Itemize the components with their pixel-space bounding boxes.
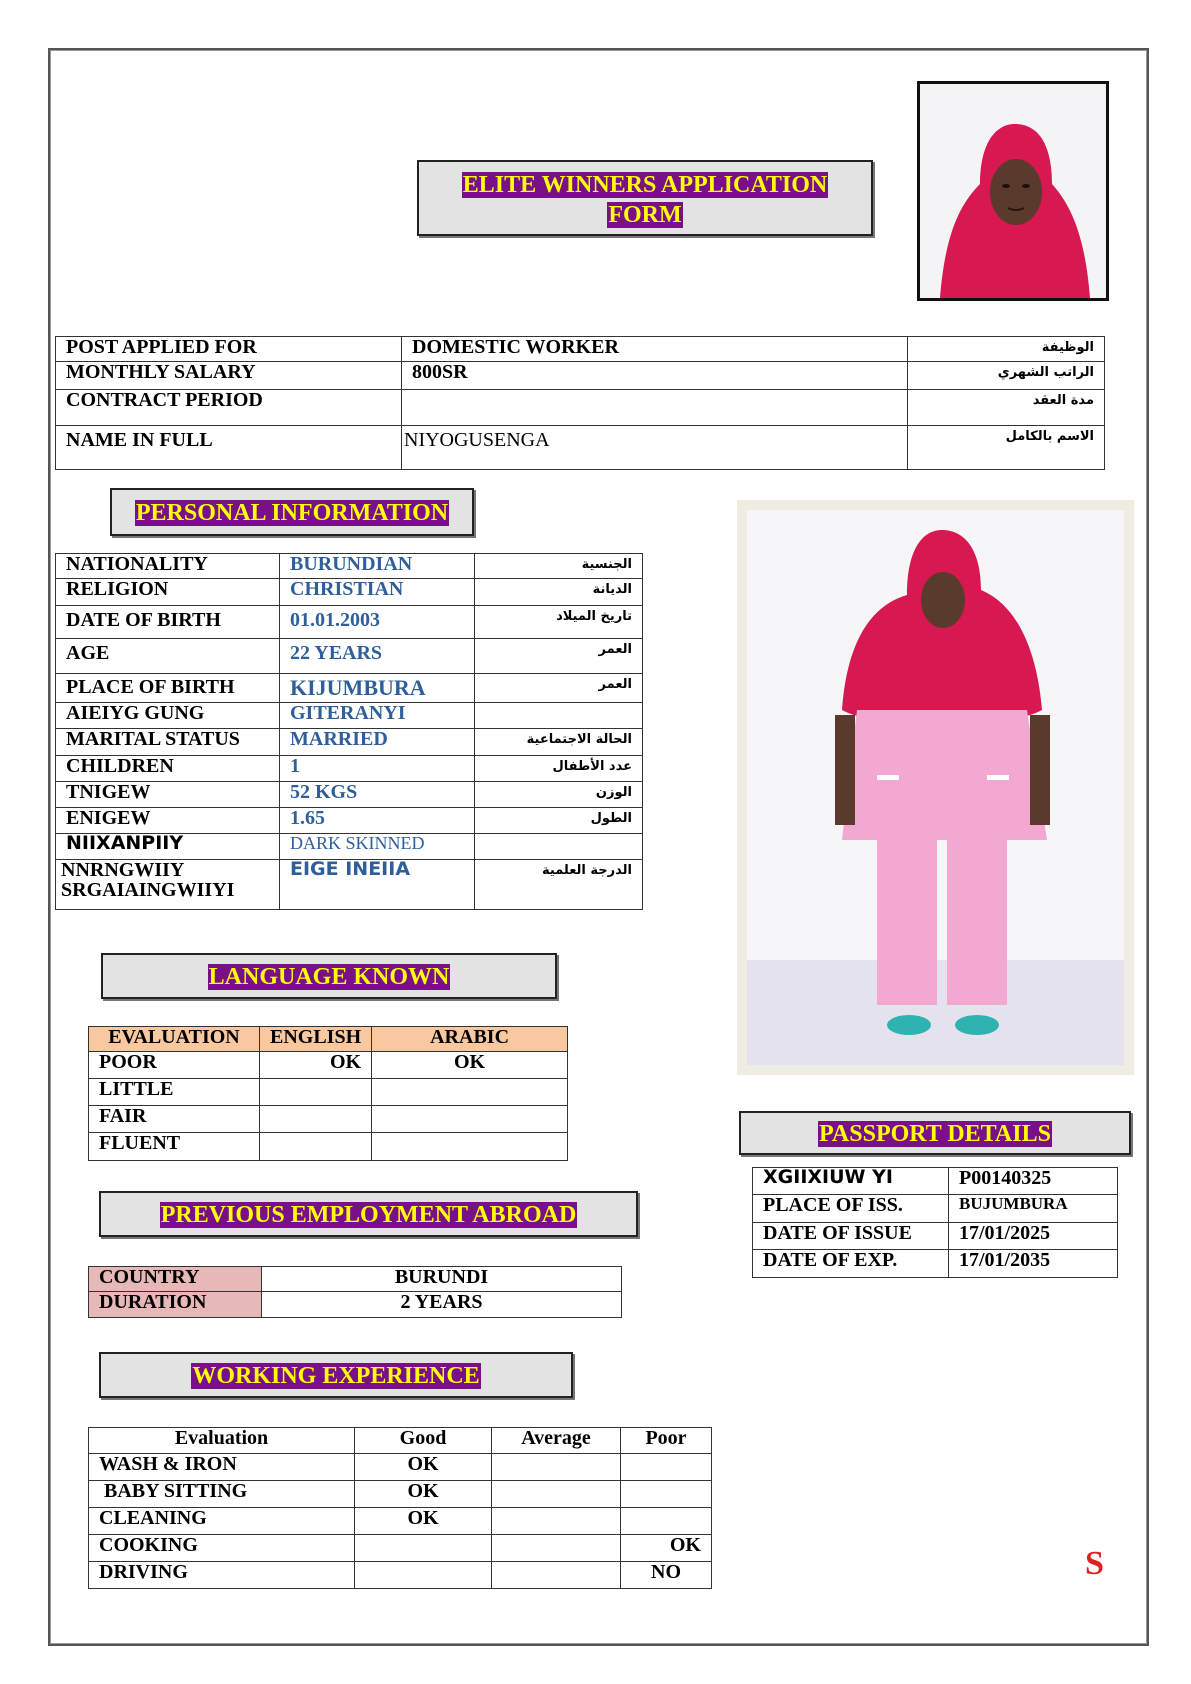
- personal-arabic: الحالة الاجتماعية: [475, 729, 643, 756]
- label-contract: CONTRACT PERIOD: [56, 390, 402, 426]
- passport-label: DATE OF EXP.: [753, 1250, 949, 1278]
- language-arabic: OK: [372, 1052, 568, 1079]
- label-post: POST APPLIED FOR: [56, 337, 402, 362]
- experience-poor: OK: [621, 1535, 712, 1562]
- form-title-line2: FORM: [608, 202, 682, 228]
- arabic-post: الوظيفة: [908, 337, 1105, 362]
- personal-arabic: الجنسية: [475, 554, 643, 579]
- personal-label: NIIXANPIIY: [56, 834, 280, 860]
- passport-heading: PASSPORT DETAILS: [819, 1121, 1051, 1147]
- personal-arabic: الوزن: [475, 782, 643, 808]
- experience-skill: WASH & IRON: [89, 1454, 355, 1481]
- personal-value: 22 YEARS: [280, 639, 475, 674]
- personal-label: NNRNGWIIY SRGAIAINGWIIYI: [56, 860, 280, 910]
- language-heading-box: [101, 953, 557, 999]
- passport-value: BUJUMBURA: [949, 1195, 1118, 1223]
- language-table: [88, 1026, 568, 1161]
- working-experience-heading-box: [99, 1352, 573, 1398]
- full-body-photo: [737, 500, 1134, 1075]
- working-experience-heading: WORKING EXPERIENCE: [192, 1363, 480, 1389]
- previous-employment-table: [88, 1266, 622, 1318]
- personal-label: TNIGEW: [56, 782, 280, 808]
- passport-label: PLACE OF ISS.: [753, 1195, 949, 1223]
- personal-heading-box: [110, 488, 474, 536]
- experience-average: [492, 1562, 621, 1589]
- language-arabic: [372, 1106, 568, 1133]
- value-name: NIYOGUSENGA: [402, 426, 908, 470]
- language-english: [260, 1133, 372, 1161]
- experience-skill: COOKING: [89, 1535, 355, 1562]
- language-heading: LANGUAGE KNOWN: [208, 964, 450, 990]
- experience-good: [355, 1562, 492, 1589]
- personal-table: [55, 553, 643, 910]
- full-body-photo-image: [747, 510, 1124, 1065]
- portrait-photo-image: [920, 84, 1106, 298]
- personal-value: KIJUMBURA: [280, 674, 475, 703]
- experience-good: [355, 1535, 492, 1562]
- language-level: POOR: [89, 1052, 260, 1079]
- value-post: DOMESTIC WORKER: [402, 337, 908, 362]
- personal-value: GITERANYI: [280, 703, 475, 729]
- experience-skill: CLEANING: [89, 1508, 355, 1535]
- experience-header: Evaluation: [89, 1428, 355, 1454]
- experience-poor: [621, 1454, 712, 1481]
- language-level: LITTLE: [89, 1079, 260, 1106]
- language-arabic: [372, 1079, 568, 1106]
- personal-arabic: الطول: [475, 808, 643, 834]
- personal-label: DATE OF BIRTH: [56, 606, 280, 639]
- language-level: FAIR: [89, 1106, 260, 1133]
- arabic-name: الاسم بالكامل: [908, 426, 1105, 470]
- personal-value: CHRISTIAN: [280, 579, 475, 606]
- experience-poor: NO: [621, 1562, 712, 1589]
- personal-arabic: [475, 834, 643, 860]
- personal-value: 1.65: [280, 808, 475, 834]
- language-english: [260, 1079, 372, 1106]
- personal-value: MARRIED: [280, 729, 475, 756]
- portrait-photo: [917, 81, 1109, 301]
- previous-employment-heading: PREVIOUS EMPLOYMENT ABROAD: [160, 1202, 577, 1228]
- experience-skill: BABY SITTING: [89, 1481, 355, 1508]
- experience-poor: [621, 1481, 712, 1508]
- passport-label: DATE OF ISSUE: [753, 1223, 949, 1250]
- language-header: ARABIC: [372, 1027, 568, 1052]
- page-mark: S: [1085, 1545, 1104, 1582]
- arabic-contract: مدة العقد: [908, 390, 1105, 426]
- header-table: [55, 336, 1105, 470]
- passport-value: 17/01/2025: [949, 1223, 1118, 1250]
- language-header: ENGLISH: [260, 1027, 372, 1052]
- value-salary: 800SR: [402, 362, 908, 390]
- language-header: EVALUATION: [89, 1027, 260, 1052]
- language-english: OK: [260, 1052, 372, 1079]
- passport-label: XGIIXIUW YI: [753, 1168, 949, 1195]
- passport-heading-box: [739, 1111, 1131, 1155]
- personal-value: EIGE INEIIA: [280, 860, 475, 910]
- form-title-box: [417, 160, 873, 236]
- experience-good: OK: [355, 1481, 492, 1508]
- passport-value: 17/01/2035: [949, 1250, 1118, 1278]
- personal-label: NATIONALITY: [56, 554, 280, 579]
- previous-label: DURATION: [89, 1292, 262, 1318]
- experience-good: OK: [355, 1454, 492, 1481]
- form-title-line1: ELITE WINNERS APPLICATION: [462, 172, 828, 198]
- label-name: NAME IN FULL: [56, 426, 402, 470]
- personal-label: CHILDREN: [56, 756, 280, 782]
- previous-value: 2 YEARS: [262, 1292, 622, 1318]
- personal-value: BURUNDIAN: [280, 554, 475, 579]
- experience-good: OK: [355, 1508, 492, 1535]
- personal-label: RELIGION: [56, 579, 280, 606]
- personal-heading: PERSONAL INFORMATION: [135, 500, 449, 526]
- personal-arabic: الدرجة العلمية: [475, 860, 643, 910]
- language-english: [260, 1106, 372, 1133]
- experience-poor: [621, 1508, 712, 1535]
- value-contract: [402, 390, 908, 426]
- previous-value: BURUNDI: [262, 1267, 622, 1292]
- personal-arabic: تاريخ الميلاد: [475, 606, 643, 639]
- arabic-salary: الراتب الشهري: [908, 362, 1105, 390]
- working-experience-table: [88, 1427, 712, 1589]
- experience-average: [492, 1454, 621, 1481]
- personal-value: 01.01.2003: [280, 606, 475, 639]
- language-arabic: [372, 1133, 568, 1161]
- experience-average: [492, 1535, 621, 1562]
- personal-label: AIEIYG GUNG: [56, 703, 280, 729]
- personal-label: AGE: [56, 639, 280, 674]
- personal-value: 1: [280, 756, 475, 782]
- experience-average: [492, 1481, 621, 1508]
- experience-header: Average: [492, 1428, 621, 1454]
- experience-average: [492, 1508, 621, 1535]
- personal-arabic: [475, 703, 643, 729]
- personal-label: ENIGEW: [56, 808, 280, 834]
- passport-value: P00140325: [949, 1168, 1118, 1195]
- personal-value: 52 KGS: [280, 782, 475, 808]
- personal-arabic: العمر: [475, 674, 643, 703]
- label-salary: MONTHLY SALARY: [56, 362, 402, 390]
- experience-header: Poor: [621, 1428, 712, 1454]
- previous-employment-heading-box: [99, 1191, 638, 1237]
- personal-arabic: الديانة: [475, 579, 643, 606]
- experience-header: Good: [355, 1428, 492, 1454]
- experience-skill: DRIVING: [89, 1562, 355, 1589]
- personal-label: PLACE OF BIRTH: [56, 674, 280, 703]
- passport-table: [752, 1167, 1118, 1278]
- previous-label: COUNTRY: [89, 1267, 262, 1292]
- personal-arabic: عدد الأطفال: [475, 756, 643, 782]
- personal-label: MARITAL STATUS: [56, 729, 280, 756]
- language-level: FLUENT: [89, 1133, 260, 1161]
- personal-value: DARK SKINNED: [280, 834, 475, 860]
- personal-arabic: العمر: [475, 639, 643, 674]
